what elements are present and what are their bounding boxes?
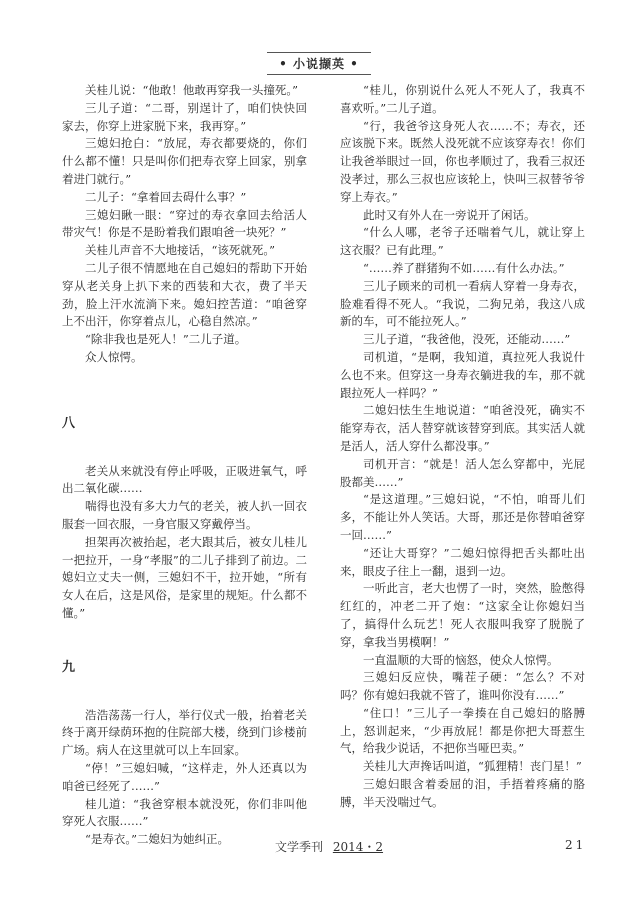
paragraph: 一直温顺的大哥的恼怒，使众人惊愕。 [363, 652, 559, 667]
paragraph: 三儿子道：“二哥，别逞计了，咱们快快回家去，你穿上进家脱下来，我再穿。” [62, 100, 307, 133]
paragraph: “住口！”三儿子一拳揍在自己媳妇的胳膊上，怒训起来，“少再放屁！都是你把大哥惹生气，给我少说话，不把你当哑巴卖。” [340, 705, 585, 756]
paragraph: “行，我爸爷这身死人衣……不；寿衣，还应该脱下来。既然人没死就不应该穿寿衣！你们让我爸举眼过一回，你也孝顺过了，我看三叔还没孝过，那么三叔也应该轮上，快叫三叔替爷爷穿上寿衣。” [340, 118, 585, 204]
page-number: 21 [565, 838, 587, 852]
paragraph: “桂儿，你别说什么死人不死人了，我真不喜欢听。”二儿子道。 [340, 83, 585, 115]
paragraph: 三媳妇眼含着委屈的泪，手捂着疼痛的胳膊，半天没喘过气。 [340, 777, 585, 809]
paragraph: “停！”三媳妇喊，“这样走，外人还真以为咱爸已经死了……” [62, 760, 307, 793]
journal-name: 文学季刊 [275, 840, 324, 854]
paragraph: 众人惊愕。 [85, 349, 143, 364]
left-column [62, 82, 307, 849]
paragraph: 一听此言，老大也愣了一时，突然，脸憋得红红的，冲老二开了炮：“这家全让你媳妇当了，搞得什么玩艺！死人衣服叫我穿了脱脱了穿，拿我当男模啊！” [340, 581, 585, 649]
section-header [0, 52, 638, 75]
paragraph: 喘得也没有多大力气的老关，被人扒一回衣服套一回衣服，一身官服又穿戴停当。 [62, 499, 307, 531]
paragraph: 二儿子很不情愿地在自己媳妇的帮助下开始穿从老关身上扒下来的西装和大衣，费了半天劲，脸上汗水流淌下来。媳妇控苦道：“咱爸穿上不出汗，你穿着点儿，心稳自然凉。” [62, 260, 307, 329]
paragraph: 司机道，“是啊，我知道，真拉死人我说什么也不来。但穿这一身寿衣躺进我的车，那不就跟拉死人一样吗？” [340, 349, 585, 400]
paragraph: 关桂儿声音不大地接话，“该死就死。” [85, 243, 276, 258]
paragraph: “……养了群猪狗不如……有什么办法。” [363, 260, 565, 275]
journal-footer [275, 838, 383, 855]
paragraph: 三儿子顾来的司机一看病人穿着一身寿衣，脸难看得不死人。“我说，二狗兄弟，我这八成新的车，可不能拉死人。” [340, 278, 585, 329]
section-number-9: 九 [62, 659, 76, 675]
paragraph: 担架再次被抬起，老大跟其后，被女儿桂儿一把拉开，一身“孝服”的二儿子排到了前边。二媳妇立丈夫一侧，三媳妇不干，拉开她，“所有女人在后，这是风俗，是家里的规矩。什么都不懂。” [62, 534, 307, 620]
paragraph: “除非我也是死人！”二儿子道。 [85, 332, 247, 347]
paragraph: 关桂儿大声搀话叫道，“狐狸精！丧门星！” [363, 759, 582, 774]
paragraph: 浩浩荡荡一行人，举行仪式一般，抬着老关终于离开绿荫环抱的住院部大楼，绕到门诊楼前广场。病人在这里就可以上车回家。 [62, 707, 307, 758]
section-number-8: 八 [62, 415, 76, 431]
paragraph: 老关从来就没有停止呼吸，正吸进氧气，呼出二氧化碳…… [62, 463, 307, 496]
section-title: • 小说撷英 • [267, 52, 371, 75]
paragraph: “是寿衣。”二媳妇为她纠正。 [85, 832, 230, 847]
paragraph: 此时又有外人在一旁说开了闲话。 [363, 207, 536, 222]
paragraph: 三媳妇反应快，嘴茬子硬：“怎么？不对吗？你有媳妇我就不管了，谁叫你没有……” [340, 670, 585, 703]
paragraph: 二媳妇怯生生地说道：“咱爸没死，确实不能穿寿衣，活人替穿就该替穿到底。其实活人就是活人，活人穿什么都没事。” [340, 403, 585, 453]
paragraph: 关桂儿说：“他敢！他敢再穿我一头撞死。” [85, 83, 299, 97]
paragraph: 司机开言：“就是！活人怎么穿都中，光屁股都美……” [340, 456, 585, 489]
paragraph: “是这道理。”三媳妇说，“不怕，咱哥儿们多，不能让外人笑话。大哥，那还是你替咱爸穿一回……” [340, 492, 585, 542]
paragraph: “什么人哪，老爷子还喘着气儿，就让穿上这衣服？已有此理。” [340, 225, 585, 258]
paragraph: “还让大哥穿？”二媳妇惊得把舌头都吐出来，眼皮子往上一翻，退到一边。 [340, 545, 585, 578]
paragraph: 三媳妇瞅一眼：“穿过的寿衣拿回去给活人带灾气！你是不是盼着我们跟咱爸一块死？” [62, 207, 307, 240]
paragraph: 三儿子道，“我爸他，没死，还能动……” [363, 332, 571, 347]
paragraph: 二儿子：“拿着回去碍什么事？” [85, 189, 247, 204]
paragraph: 桂儿道：“我爸穿根本就没死，你们非叫他穿死人衣服……” [62, 796, 307, 829]
right-column [340, 82, 585, 812]
paragraph: 三媳妇抢白：“放屁，寿衣都要烧的，你们什么都不懂！只是叫你们把寿衣穿上回家，别拿着进门就行。” [62, 136, 307, 186]
issue-number: 2014・2 [332, 840, 384, 854]
